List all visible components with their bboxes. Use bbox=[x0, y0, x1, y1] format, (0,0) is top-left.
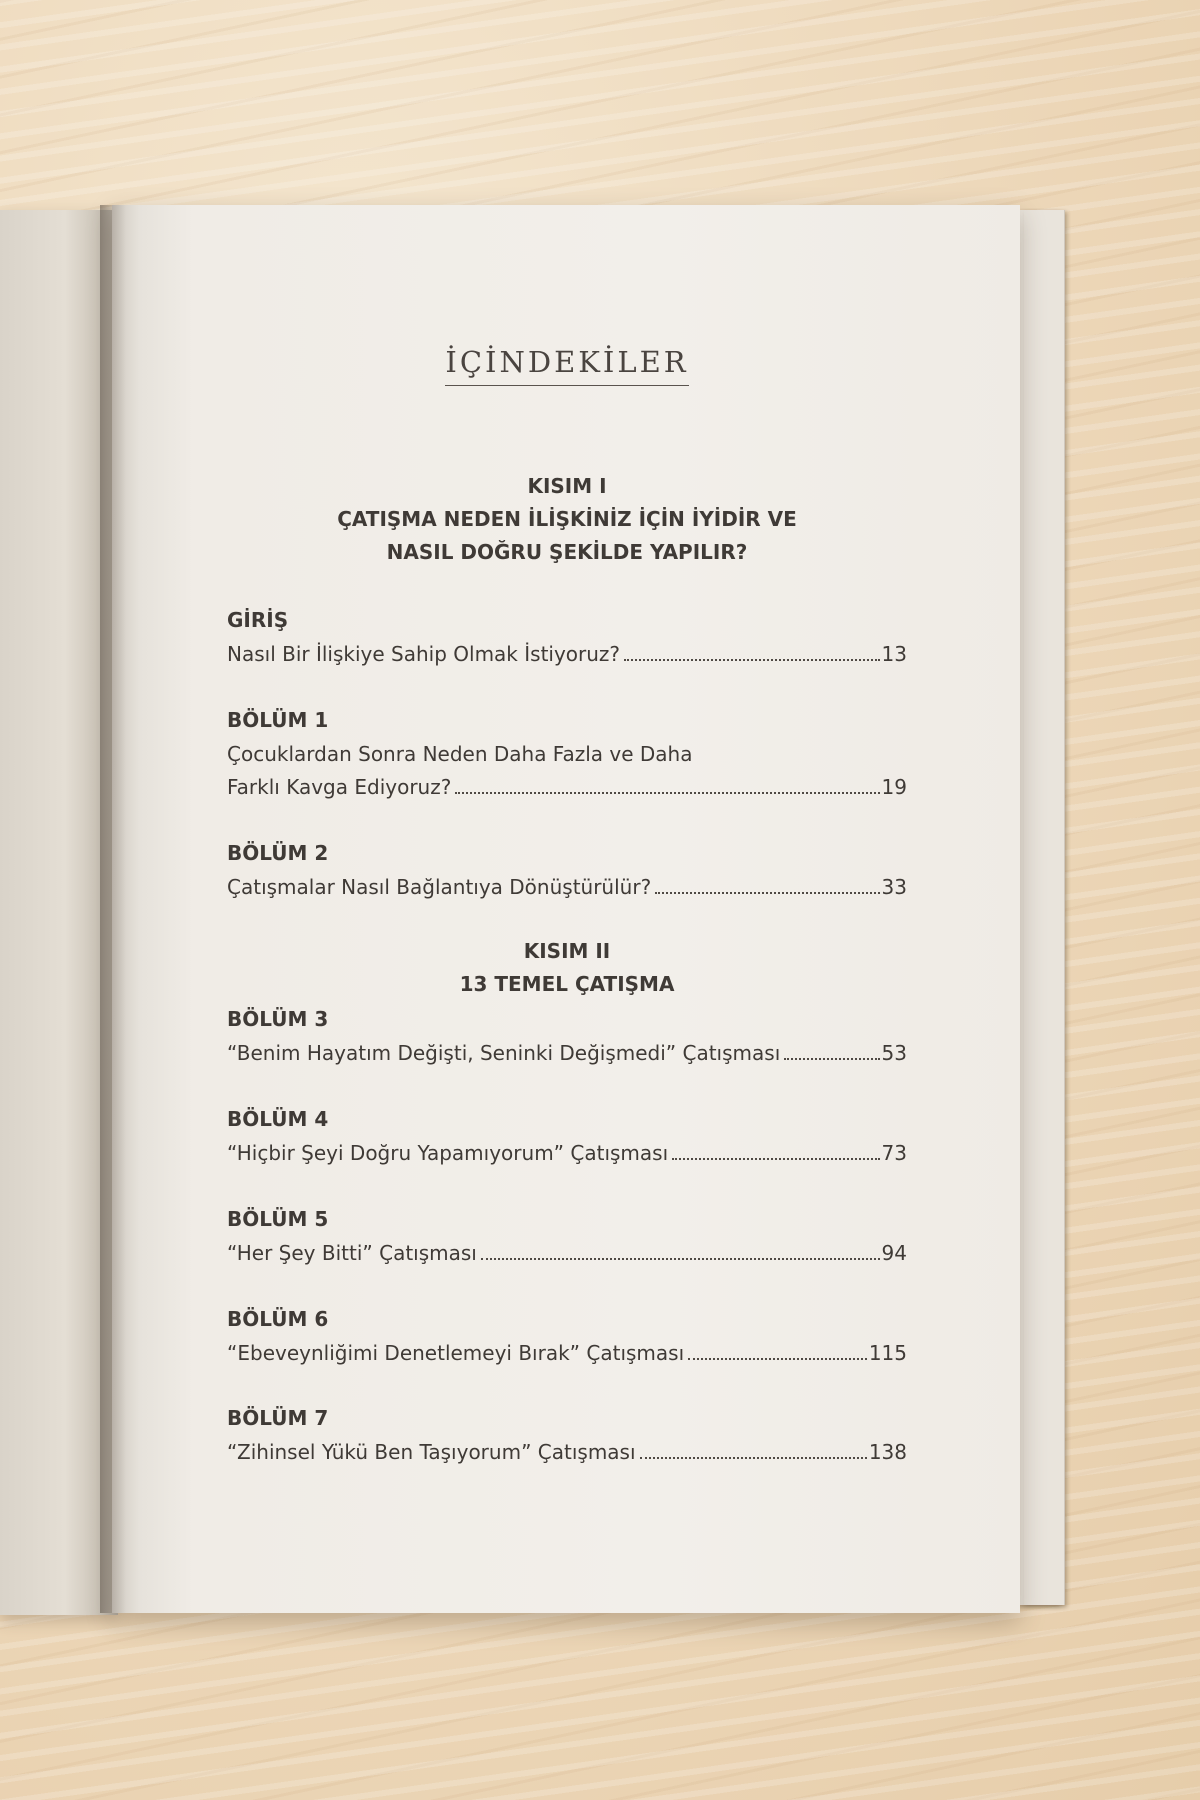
toc-entry-intro[interactable] bbox=[227, 605, 907, 671]
part-2-heading bbox=[227, 935, 907, 1001]
entry-row bbox=[227, 771, 907, 804]
toc-entry-chapter-3[interactable] bbox=[227, 1004, 907, 1070]
part-2-title: 13 TEMEL ÇATIŞMA bbox=[459, 972, 675, 996]
dot-leader bbox=[655, 892, 879, 894]
page-number: 19 bbox=[881, 775, 907, 799]
dot-leader bbox=[784, 1058, 879, 1060]
toc-entry-chapter-4[interactable] bbox=[227, 1104, 907, 1170]
page-number: 94 bbox=[881, 1241, 907, 1265]
part-1-heading bbox=[227, 470, 907, 569]
toc-entry-chapter-5[interactable] bbox=[227, 1204, 907, 1270]
page-number: 13 bbox=[881, 642, 907, 666]
chapter-label: BÖLÜM 2 bbox=[227, 841, 329, 865]
chapter-label: BÖLÜM 7 bbox=[227, 1406, 329, 1430]
part-1-title-line-2: NASIL DOĞRU ŞEKİLDE YAPILIR? bbox=[386, 540, 748, 564]
dot-leader bbox=[455, 792, 879, 794]
page-number: 115 bbox=[868, 1341, 907, 1365]
chapter-label: BÖLÜM 6 bbox=[227, 1307, 329, 1331]
page-number: 33 bbox=[881, 875, 907, 899]
chapter-title-line-2: Farklı Kavga Ediyoruz? bbox=[227, 775, 452, 799]
page-number: 53 bbox=[881, 1041, 907, 1065]
chapter-label: BÖLÜM 1 bbox=[227, 708, 329, 732]
right-page bbox=[112, 205, 1020, 1613]
entry-row bbox=[227, 871, 907, 904]
chapter-title: “Zihinsel Yükü Ben Taşıyorum” Çatışması bbox=[227, 1440, 636, 1464]
dot-leader bbox=[481, 1258, 880, 1260]
chapter-title: “Benim Hayatım Değişti, Seninki Değişmedi” Çatışması bbox=[227, 1041, 781, 1065]
toc-entry-chapter-2[interactable] bbox=[227, 838, 907, 904]
dot-leader bbox=[672, 1158, 879, 1160]
toc-entry-chapter-7[interactable] bbox=[227, 1403, 907, 1469]
part-2-label: KISIM II bbox=[523, 939, 611, 963]
dot-leader bbox=[624, 659, 880, 661]
entry-row bbox=[227, 1237, 907, 1270]
page-number: 138 bbox=[868, 1440, 907, 1464]
chapter-title: “Hiçbir Şeyi Doğru Yapamıyorum” Çatışması bbox=[227, 1141, 669, 1165]
chapter-title-line-1: Çocuklardan Sonra Neden Daha Fazla ve Daha bbox=[227, 742, 693, 766]
part-1-title-line-1: ÇATIŞMA NEDEN İLİŞKİNİZ İÇİN İYİDİR VE bbox=[337, 507, 797, 531]
book-gutter bbox=[100, 205, 126, 1613]
chapter-title: Çatışmalar Nasıl Bağlantıya Dönüştürülür? bbox=[227, 875, 652, 899]
chapter-label: GİRİŞ bbox=[227, 608, 289, 632]
dot-leader bbox=[688, 1358, 867, 1360]
chapter-title: Nasıl Bir İlişkiye Sahip Olmak İstiyoruz? bbox=[227, 642, 621, 666]
chapter-title: “Ebeveynliğimi Denetlemeyi Bırak” Çatışması bbox=[227, 1341, 685, 1365]
toc-title: İÇİNDEKİLER bbox=[227, 345, 907, 386]
toc-entry-chapter-1[interactable] bbox=[227, 705, 907, 804]
entry-row bbox=[227, 1337, 907, 1370]
page-number: 73 bbox=[881, 1141, 907, 1165]
chapter-title: “Her Şey Bitti” Çatışması bbox=[227, 1241, 477, 1265]
dot-leader bbox=[640, 1457, 867, 1459]
entry-row bbox=[227, 1137, 907, 1170]
toc-entry-chapter-6[interactable] bbox=[227, 1304, 907, 1370]
chapter-label: BÖLÜM 5 bbox=[227, 1207, 329, 1231]
chapter-label: BÖLÜM 3 bbox=[227, 1007, 329, 1031]
entry-row bbox=[227, 638, 907, 671]
chapter-label: BÖLÜM 4 bbox=[227, 1107, 329, 1131]
entry-row bbox=[227, 1037, 907, 1070]
part-1-label: KISIM I bbox=[527, 474, 607, 498]
entry-row bbox=[227, 1436, 907, 1469]
